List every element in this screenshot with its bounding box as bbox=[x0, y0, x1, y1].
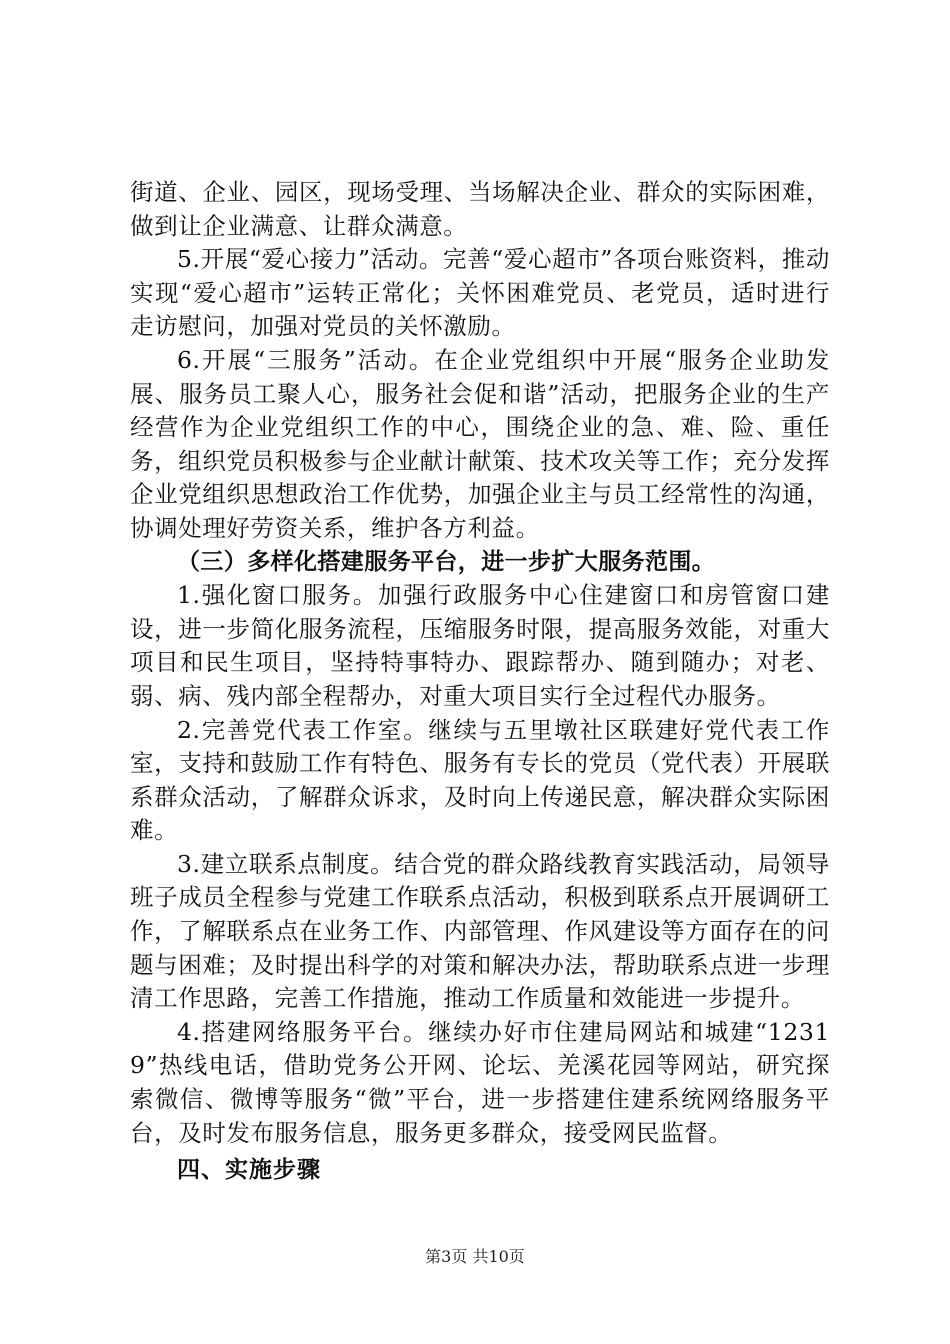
paragraph-item-6: 6.开展“三服务”活动。在企业党组织中开展“服务企业助发展、服务员工聚人心，服务社会促和谐”活动，把服务企业的生产经营作为企业党组织工作的中心，围绕企业的急、难、险、重任务，组织党员积极参与企业献计献策、技术攻关等工作；充分发挥企业党组织思想政治工作优势，加强企业主与员工经常性的沟通，协调处理好劳资关系，维护各方利益。 bbox=[130, 345, 830, 542]
section-heading: 四、实施步骤 bbox=[177, 1157, 321, 1184]
paragraph-item-4: 4.搭建网络服务平台。继续办好市住建局网站和城建“12319”热线电话，借助党务公开网、论坛、羌溪花园等网站，研究探索微信、微博等服务“微”平台，进一步搭建住建系统网络服务平台，及时发布服务信息，服务更多群众，接受网民监督。 bbox=[130, 1017, 830, 1147]
section-subheading: （三）多样化搭建服务平台，进一步扩大服务范围。 bbox=[177, 548, 716, 575]
document-body bbox=[130, 176, 830, 1188]
paragraph-continuation: 街道、企业、园区，现场受理、当场解决企业、群众的实际困难，做到让企业满意、让群众满意。 bbox=[130, 178, 830, 240]
paragraph-item-3: 3.建立联系点制度。结合党的群众路线教育实践活动，局领导班子成员全程参与党建工作联系点活动，积极到联系点开展调研工作，了解联系点在业务工作、内部管理、作风建设等方面存在的问题与困难；及时提出科学的对策和解决办法，帮助联系点进一步理清工作思路，完善工作措施，推动工作质量和效能进一步提升。 bbox=[130, 849, 830, 1013]
paragraph-item-1: 1.强化窗口服务。加强行政服务中心住建窗口和房管窗口建设，进一步简化服务流程，压缩服务时限，提高服务效能，对重大项目和民生项目，坚持特事特办、跟踪帮办、随到随办；对老、弱、病、残内部全程帮办，对重大项目实行全过程代办服务。 bbox=[130, 581, 830, 710]
page-number-footer: 第3页 共10页 bbox=[425, 1247, 525, 1266]
paragraph-item-2: 2.完善党代表工作室。继续与五里墩社区联建好党代表工作室，支持和鼓励工作有特色、服务有专长的党员（党代表）开展联系群众活动，了解群众诉求，及时向上传递民意，解决群众实际困难。 bbox=[130, 715, 830, 845]
paragraph-item-5: 5.开展“爱心接力”活动。完善“爱心超市”各项台账资料，推动实现“爱心超市”运转正常化；关怀困难党员、老党员，适时进行走访慰问，加强对党员的关怀激励。 bbox=[130, 245, 830, 341]
